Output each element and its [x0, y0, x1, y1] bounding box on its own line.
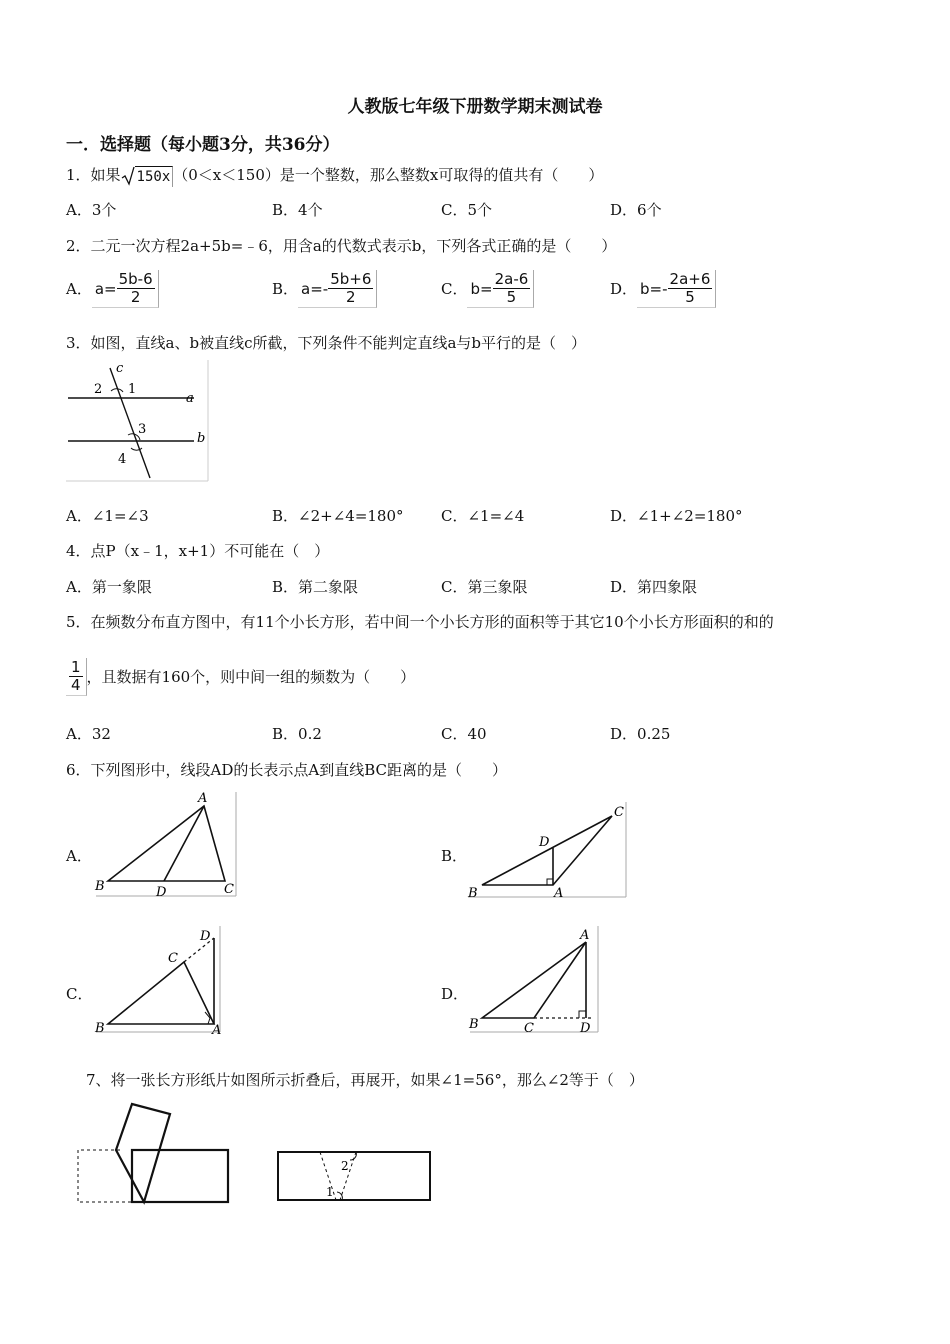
label-angle-1: 1	[326, 1185, 334, 1199]
question-1-suffix: （0＜x＜150）是一个整数，那么整数x可取得的值共有（ ）	[173, 166, 604, 184]
label-D: D	[200, 929, 211, 944]
triangle-abc	[108, 962, 214, 1024]
label-C: C	[524, 1021, 534, 1036]
section-heading: 一．选择题（每小题3分，共36分）	[66, 135, 340, 155]
question-2: 2．二元一次方程2a+5b=﹣6，用含a的代数式表示b，下列各式正确的是（ ）	[66, 237, 617, 255]
right-angle-mark	[547, 879, 553, 885]
label-D: D	[580, 1021, 591, 1036]
lhs: a=	[94, 279, 117, 298]
angle-arc	[111, 389, 123, 392]
question-7: 7、将一张长方形纸片如图所示折叠后，再展开，如果∠1=56°，那么∠2等于（ ）	[86, 1071, 644, 1089]
label-angle-4: 4	[118, 452, 127, 467]
q5-option-a[interactable]: A．32	[66, 725, 111, 743]
q6-option-a[interactable]: A．	[66, 847, 92, 865]
denominator: 4	[71, 676, 81, 694]
q2-option-c-expression	[467, 270, 534, 308]
label-b: b	[197, 431, 206, 446]
lhs: a=-	[301, 279, 329, 298]
label-B: B	[95, 879, 105, 894]
label-angle-2: 2	[94, 382, 103, 397]
q4-option-a[interactable]: A．第一象限	[66, 578, 152, 596]
denominator: 2	[346, 288, 356, 306]
q3-option-a[interactable]: A．∠1=∠3	[66, 507, 149, 525]
triangle-abc	[482, 942, 586, 1018]
question-4: 4．点P（x﹣1，x+1）不可能在（ ）	[66, 542, 330, 560]
segment-ad	[164, 806, 204, 881]
label-A: A	[198, 791, 208, 806]
label-A: A	[580, 928, 590, 943]
label-angle-2: 2	[341, 1159, 349, 1173]
q3-option-c[interactable]: C．∠1=∠4	[441, 507, 525, 525]
question-1-prefix: 1．如果	[66, 166, 121, 184]
q5-option-d[interactable]: D．0.25	[610, 725, 671, 743]
numerator: 5b-6	[118, 270, 153, 288]
q6-figure-b[interactable]	[464, 800, 630, 900]
q3-option-d[interactable]: D．∠1+∠2=180°	[610, 507, 743, 525]
q3-option-b[interactable]: B．∠2+∠4=180°	[272, 507, 404, 525]
label-c: c	[116, 361, 124, 376]
denominator: 5	[506, 288, 517, 306]
numerator: 2a+6	[669, 270, 711, 288]
q4-option-d[interactable]: D．第四象限	[610, 578, 698, 596]
q6-figure-d[interactable]	[466, 924, 602, 1036]
fraction-one-quarter	[66, 658, 87, 696]
q1-option-a[interactable]: A．3个	[66, 201, 117, 219]
q1-option-c[interactable]: C．5个	[441, 201, 493, 219]
page-title: 人教版七年级下册数学期末测试卷	[347, 97, 603, 117]
numerator: 5b+6	[330, 270, 372, 288]
label-B: B	[95, 1021, 105, 1036]
q7-folded-paper-figure	[72, 1098, 232, 1210]
label-D: D	[156, 885, 167, 900]
q2-option-c[interactable]	[441, 270, 534, 308]
numerator: 2a-6	[494, 270, 529, 288]
original-position-outline	[78, 1150, 144, 1202]
lhs: b=-	[640, 279, 668, 298]
label-a: a	[186, 391, 194, 406]
q2-option-a-label: A．	[66, 280, 92, 298]
q6-option-c[interactable]: C．	[66, 985, 93, 1003]
q4-option-b[interactable]: B．第二象限	[272, 578, 359, 596]
folded-flap	[116, 1104, 170, 1202]
question-5-line-1: 5．在频数分布直方图中，有11个小长方形，若中间一个小长方形的面积等于其它10个小长方形面积的和的	[66, 613, 774, 631]
right-angle-mark	[579, 1011, 586, 1018]
q2-option-a[interactable]	[66, 270, 159, 308]
label-B: B	[468, 886, 478, 900]
q2-option-d-expression	[637, 270, 716, 308]
question-3: 3．如图，直线a、b被直线c所截，下列条件不能判定直线a与b平行的是（ ）	[66, 334, 587, 352]
label-C: C	[224, 882, 234, 897]
q5-option-c[interactable]: C．40	[441, 725, 487, 743]
q7-unfolded-paper-figure	[274, 1148, 434, 1204]
q6-figure-a[interactable]	[92, 788, 238, 900]
label-angle-1: 1	[128, 382, 137, 397]
sqrt-expression	[121, 165, 174, 187]
q5-option-b[interactable]: B．0.2	[272, 725, 322, 743]
q6-figure-c[interactable]	[92, 924, 224, 1036]
numerator: 1	[71, 658, 81, 676]
question-5-text: ，且数据有160个，则中间一组的频数为（ ）	[86, 668, 416, 686]
denominator: 5	[685, 288, 695, 306]
q2-option-c-label: C．	[441, 280, 468, 298]
triangle-abc	[108, 806, 225, 881]
label-B: B	[469, 1017, 479, 1032]
q2-option-b-expression	[298, 270, 377, 308]
q6-option-b[interactable]: B．	[441, 847, 468, 865]
q2-option-d-label: D．	[610, 280, 638, 298]
triangle-abc	[482, 816, 612, 885]
label-A: A	[554, 886, 564, 900]
question-1	[66, 165, 603, 187]
radicand: 150x	[135, 166, 174, 187]
q2-option-d[interactable]	[610, 270, 716, 308]
q4-option-c[interactable]: C．第三象限	[441, 578, 528, 596]
denominator: 2	[130, 288, 141, 306]
q1-option-b[interactable]: B．4个	[272, 201, 323, 219]
question-5-line-2	[66, 658, 415, 696]
question-6: 6．下列图形中，线段AD的长表示点A到直线BC距离的是（ ）	[66, 761, 508, 779]
label-C: C	[168, 951, 178, 966]
q6-option-d[interactable]: D．	[441, 985, 469, 1003]
q1-option-d[interactable]: D．6个	[610, 201, 662, 219]
q2-option-a-expression	[92, 270, 159, 308]
label-A: A	[212, 1023, 222, 1036]
q3-parallel-lines-figure	[66, 360, 211, 484]
label-D: D	[539, 835, 550, 850]
angle-arc	[337, 1192, 342, 1200]
radical-sign-icon	[121, 166, 135, 186]
q2-option-b[interactable]	[272, 270, 377, 308]
label-angle-3: 3	[138, 422, 147, 437]
lhs: b=	[470, 279, 493, 298]
q2-option-b-label: B．	[272, 280, 299, 298]
label-C: C	[614, 805, 624, 820]
